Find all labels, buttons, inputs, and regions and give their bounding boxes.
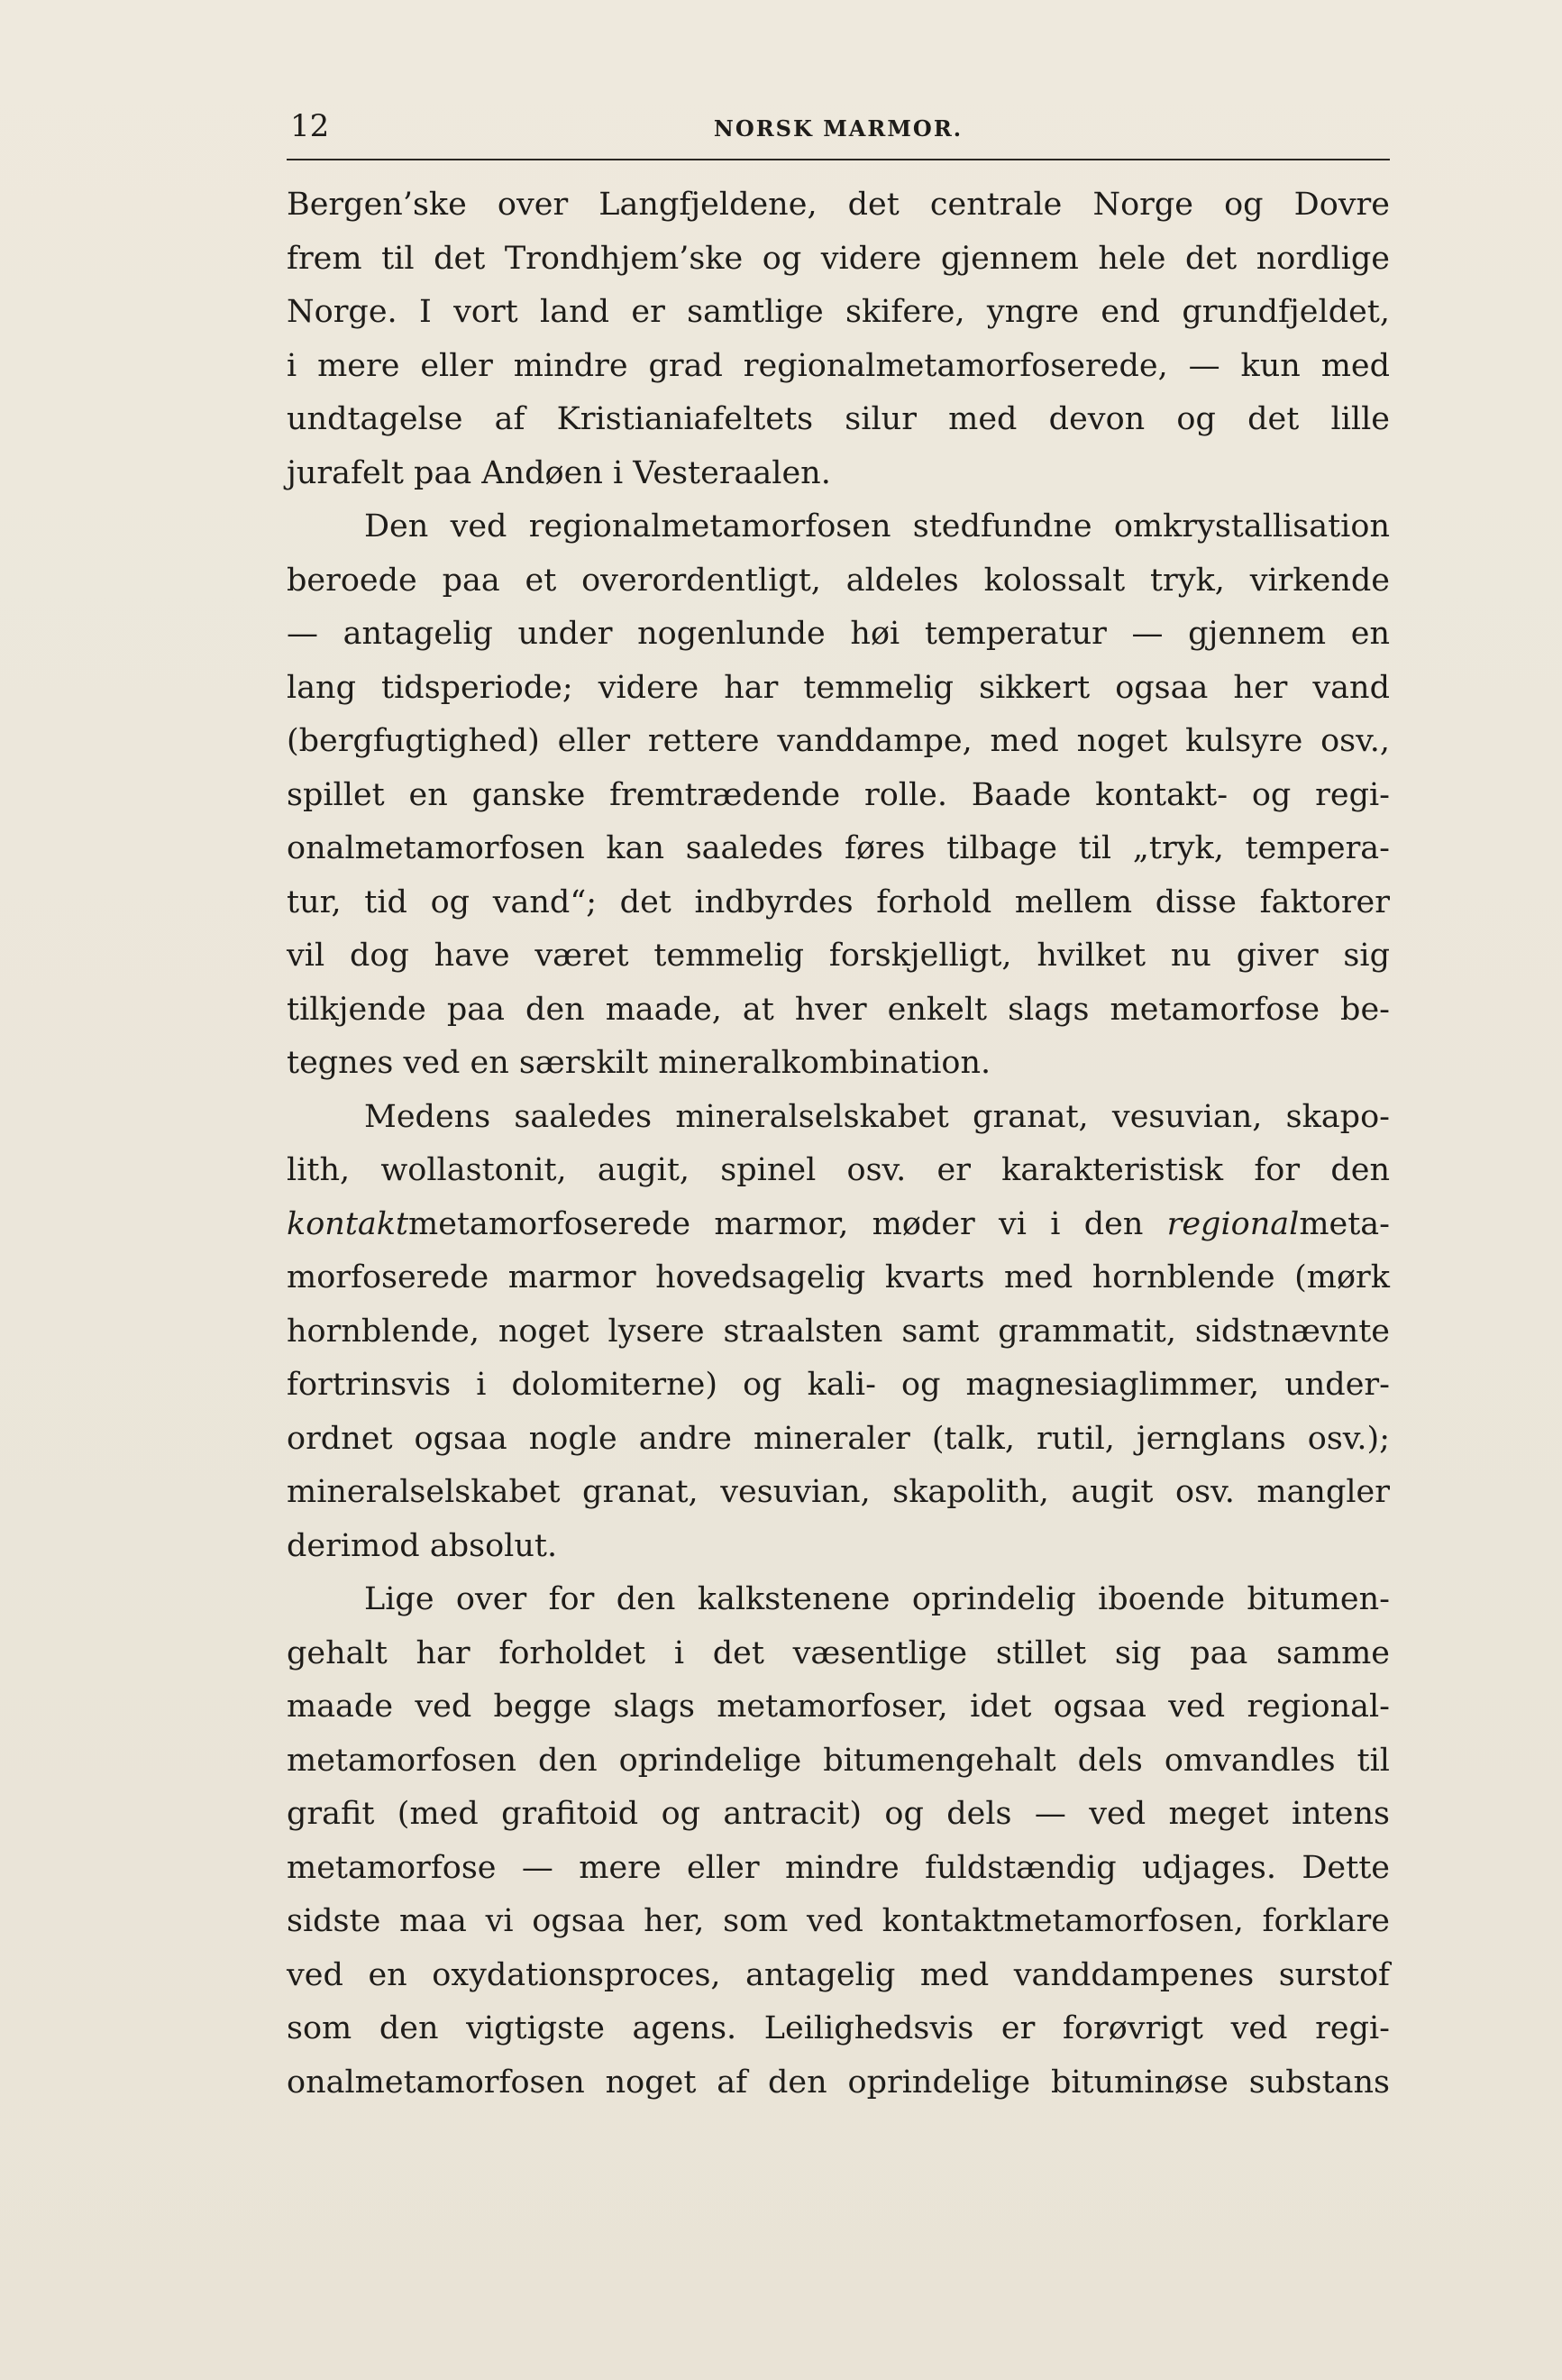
page-header [287, 106, 1390, 160]
text-line: onalmetamorfosen kan saaledes føres tilbage til „tryk, tempera- [287, 830, 1390, 866]
text-line: beroede paa et overordentligt, aldeles kolossalt tryk, virkende [287, 562, 1390, 599]
text-line: kontaktmetamorfoserede marmor, møder vi i den regionalmeta- [287, 1205, 1390, 1242]
text-line: Lige over for den kalkstenene oprindelig iboende bitumen- [364, 1581, 1390, 1617]
paragraph-3 [287, 1091, 1390, 1574]
page-number: 12 [290, 108, 330, 144]
body-text [287, 178, 1390, 2110]
text-line: mineralselskabet granat, vesuvian, skapolith, augit osv. mangler [287, 1474, 1390, 1510]
text-line: Den ved regionalmetamorfosen stedfundne omkrystallisation [364, 508, 1390, 545]
text-line: fortrinsvis i dolomiterne) og kali- og magnesiaglimmer, under- [287, 1367, 1390, 1403]
text-line: vil dog have været temmelig forskjelligt, hvilket nu giver sig [287, 938, 1390, 974]
text-line: sidste maa vi ogsaa her, som ved kontaktmetamorfosen, forklare [287, 1903, 1390, 1939]
text-line: — antagelig under nogenlunde høi temperatur — gjennem en [287, 616, 1390, 652]
text-line: maade ved begge slags metamorfoser, idet ogsaa ved regional- [287, 1689, 1390, 1725]
text-line: metamorfose — mere eller mindre fuldstændig udjages. Dette [287, 1849, 1390, 1886]
text-line: ordnet ogsaa nogle andre mineraler (talk, rutil, jernglans osv.); [287, 1420, 1390, 1457]
paragraph-2 [287, 500, 1390, 1091]
text-line: lith, wollastonit, augit, spinel osv. er karakteristisk for den [287, 1152, 1390, 1188]
text-line: ved en oxydationsproces, antagelig med vanddampenes surstof [287, 1956, 1390, 1993]
text-line: jurafelt paa Andøen i Vesteraalen. [287, 454, 831, 491]
text-line: tegnes ved en særskilt mineralkombination. [287, 1045, 991, 1081]
text-line: gehalt har forholdet i det væsentlige stillet sig paa samme [287, 1634, 1390, 1671]
italic-term: regional [1166, 1205, 1300, 1242]
paragraph-4 [287, 1573, 1390, 2110]
text-line: hornblende, noget lysere straalsten samt grammatit, sidstnævnte [287, 1313, 1390, 1350]
italic-term: kontakt [287, 1205, 409, 1242]
text-line: tilkjende paa den maade, at hver enkelt slags metamorfose be- [287, 991, 1390, 1028]
text-line: Medens saaledes mineralselskabet granat, vesuvian, skapo- [364, 1098, 1390, 1135]
text-line: (bergfugtighed) eller rettere vanddampe, med noget kulsyre osv., [287, 723, 1390, 759]
text-line: tur, tid og vand“; det indbyrdes forhold mellem disse faktorer [287, 883, 1390, 920]
text-line: Norge. I vort land er samtlige skifere, yngre end grundfjeldet, [287, 294, 1390, 330]
text-line: lang tidsperiode; videre har temmelig sikkert ogsaa her vand [287, 669, 1390, 706]
text-line: grafit (med grafitoid og antracit) og dels — ved meget intens [287, 1796, 1390, 1832]
text-line: frem til det Trondhjem’ske og videre gjennem hele det nordlige [287, 240, 1390, 277]
paragraph-1 [287, 178, 1390, 500]
text-line: Bergen’ske over Langfjeldene, det centrale Norge og Dovre [287, 187, 1390, 223]
text-line: derimod absolut. [287, 1527, 558, 1564]
text-line: som den vigtigste agens. Leilighedsvis er forøvrigt ved regi- [287, 2010, 1390, 2046]
text-line: morfoserede marmor hovedsagelig kvarts med hornblende (mørk [287, 1259, 1390, 1295]
text-line: spillet en ganske fremtrædende rolle. Baade kontakt- og regi- [287, 776, 1390, 813]
running-title: NORSK MARMOR. [713, 115, 964, 142]
text-line: metamorfosen den oprindelige bitumengehalt dels omvandles til [287, 1742, 1390, 1779]
text-line: undtagelse af Kristianiafeltets silur med devon og det lille [287, 401, 1390, 437]
text-line: onalmetamorfosen noget af den oprindelige bituminøse substans [287, 2064, 1390, 2101]
text-line: i mere eller mindre grad regionalmetamorfoserede, — kun med [287, 347, 1390, 384]
